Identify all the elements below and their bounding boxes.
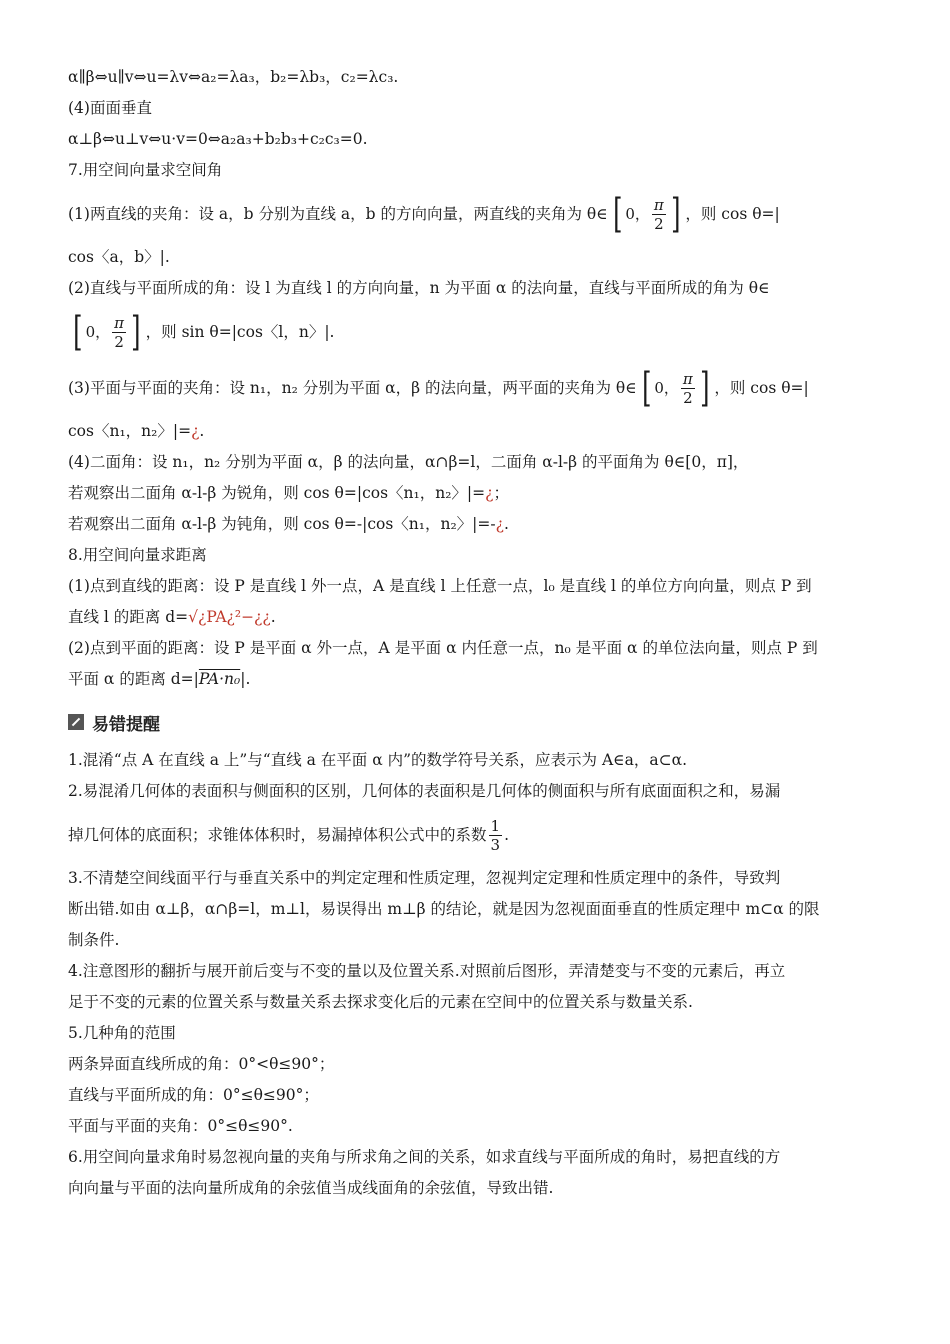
- left-bracket-icon: [: [73, 309, 83, 355]
- text-segment: 平面 α 的距离 d=|: [68, 670, 199, 688]
- interval-comma: ，: [95, 323, 111, 341]
- note-line: 两条异面直线所成的角：0°<θ≤90°；: [68, 1055, 335, 1073]
- text-line: (2)直线与平面所成的角：设 l 为直线 l 的方向向量，n 为平面 α 的法向量，直线与平面所成的角为 θ∈: [68, 279, 770, 297]
- text-line: [68, 478, 884, 509]
- text-line: (4)二面角：设 n₁，n₂ 分别为平面 α，β 的法向量，α∩β=l，二面角 α-l-β 的平面角为 θ∈[0，π]，: [68, 453, 749, 471]
- text-line: cos〈a，b〉|.: [68, 248, 170, 266]
- fraction-numerator: π: [114, 313, 125, 332]
- note-line: 足于不变的元素的位置关系与数量关系去探求变化后的元素在空间中的位置关系与数量关系.: [68, 993, 693, 1011]
- text-segment: |.: [240, 670, 251, 688]
- note-line-with-fraction: [68, 807, 884, 863]
- text-line: α∥β⇔u∥v⇔u=λv⇔a₂=λa₃，b₂=λb₃，c₂=λc₃.: [68, 68, 399, 86]
- vector-dot-product: PA·n₀: [198, 670, 241, 688]
- document-page: [68, 62, 884, 1204]
- note-line: 3.不清楚空间线面平行与垂直关系中的判定定理和性质定理，忽视判定定理和性质定理中的条件，导致判: [68, 869, 781, 887]
- text-segment: ；: [493, 484, 509, 502]
- left-bracket-icon: [: [641, 365, 652, 411]
- note-line: 5.几种角的范围: [68, 1024, 176, 1042]
- right-bracket-icon: ]: [670, 191, 681, 237]
- text-segment: (1)两直线的夹角：设 a，b 分别为直线 a，b 的方向向量，两直线的夹角为 θ∈: [68, 205, 608, 223]
- text-line: (2)点到平面的距离：设 P 是平面 α 外一点，A 是平面 α 内任意一点，n₀ 是平面 α 的单位法向量，则点 P 到: [68, 639, 818, 657]
- interval-zero: 0: [625, 205, 635, 223]
- note-line: 1.混淆“点 A 在直线 a 上”与“直线 a 在平面 α 内”的数学符号关系，应表示为 A∈a，a⊂α.: [68, 751, 688, 769]
- fraction-numerator: π: [653, 195, 664, 214]
- text-line: [68, 416, 884, 447]
- text-segment: .: [199, 422, 205, 440]
- right-bracket-icon: ]: [131, 309, 141, 355]
- text-line: (1)点到直线的距离：设 P 是直线 l 外一点，A 是直线 l 上任意一点，l₀ 是直线 l 的单位方向向量，则点 P 到: [68, 577, 812, 595]
- note-line: 断出错.如由 α⊥β，α∩β=l，m⊥l，易误得出 m⊥β 的结论，就是因为忽视面面垂直的性质定理中 m⊂α 的限: [68, 900, 820, 918]
- fraction-pi-over-2: [652, 196, 666, 233]
- right-bracket-icon: ]: [699, 365, 710, 411]
- text-segment: .: [503, 515, 509, 533]
- fraction-pi-over-2: [112, 314, 126, 351]
- interval-zero-half-pi: [70, 309, 144, 355]
- fraction-denominator: 3: [490, 835, 501, 854]
- interval-zero: 0: [654, 379, 664, 397]
- note-line: 6.用空间向量求角时易忽视向量的夹角与所求角之间的关系，如求直线与平面所成的角时，易把直线的方: [68, 1148, 781, 1166]
- note-line: 直线与平面所成的角：0°≤θ≤90°；: [68, 1086, 319, 1104]
- interval-comma: ，: [634, 205, 650, 223]
- text-line: [68, 602, 884, 633]
- placeholder-mark: ¿: [191, 422, 200, 440]
- text-line: [68, 664, 884, 695]
- fraction-pi-over-2: [681, 370, 695, 407]
- placeholder-mark: ¿: [495, 515, 504, 533]
- text-segment: ，则 cos θ=|: [714, 379, 809, 397]
- text-line: [68, 509, 884, 540]
- text-segment: (3)平面与平面的夹角：设 n₁，n₂ 分别为平面 α，β 的法向量，两平面的夹角为 θ∈: [68, 379, 637, 397]
- left-bracket-icon: [: [612, 191, 623, 237]
- fraction-numerator: 1: [490, 816, 501, 835]
- section-title: 易错提醒: [92, 714, 160, 735]
- distance-formula: √¿PA¿²−¿¿: [188, 608, 271, 626]
- text-line-with-interval: [68, 186, 884, 242]
- text-line: (4)面面垂直: [68, 99, 152, 117]
- placeholder-mark: ¿: [485, 484, 494, 502]
- text-line: α⊥β⇔u⊥v⇔u·v=0⇔a₂a₃+b₂b₃+c₂c₃=0.: [68, 130, 368, 148]
- interval-zero-half-pi: [610, 191, 684, 237]
- text-segment: ，则 sin θ=|cos〈l，n〉|.: [145, 323, 335, 341]
- note-line: 平面与平面的夹角：0°≤θ≤90°.: [68, 1117, 293, 1135]
- interval-comma: ，: [663, 379, 679, 397]
- note-line: 2.易混淆几何体的表面积与侧面积的区别，几何体的表面积是几何体的侧面积与所有底面面积之和，易漏: [68, 782, 781, 800]
- fraction-denominator: 2: [114, 332, 124, 351]
- text-line-with-interval: [68, 360, 884, 416]
- interval-zero-half-pi: [639, 365, 713, 411]
- text-segment: 直线 l 的距离 d=: [68, 608, 189, 626]
- note-line: 向向量与平面的法向量所成角的余弦值当成线面角的余弦值，导致出错.: [68, 1179, 554, 1197]
- text-line: 7.用空间向量求空间角: [68, 161, 223, 179]
- text-segment: cos〈n₁，n₂〉|=: [68, 422, 192, 440]
- note-line: 制条件.: [68, 931, 120, 949]
- pencil-icon: [68, 714, 84, 730]
- fraction-numerator: π: [682, 369, 693, 388]
- text-segment: 掉几何体的底面积；求锥体体积时，易漏掉体积公式中的系数: [68, 826, 487, 844]
- text-segment: 若观察出二面角 α-l-β 为钝角，则 cos θ=-|cos〈n₁，n₂〉|=-: [68, 515, 496, 533]
- text-segment: .: [270, 608, 276, 626]
- section-heading: [68, 707, 884, 737]
- fraction-denominator: 2: [683, 388, 693, 407]
- text-line: 8.用空间向量求距离: [68, 546, 207, 564]
- text-segment: 若观察出二面角 α-l-β 为锐角，则 cos θ=|cos〈n₁，n₂〉|=: [68, 484, 486, 502]
- text-segment: ，则 cos θ=|: [685, 205, 780, 223]
- fraction-one-third: [489, 817, 503, 854]
- note-line: 4.注意图形的翻折与展开前后变与不变的量以及位置关系.对照前后图形，弄清楚变与不变的元素后，再立: [68, 962, 786, 980]
- text-line-with-interval: [68, 304, 884, 360]
- interval-zero: 0: [85, 323, 96, 341]
- fraction-denominator: 2: [654, 214, 664, 233]
- text-segment: .: [504, 826, 509, 844]
